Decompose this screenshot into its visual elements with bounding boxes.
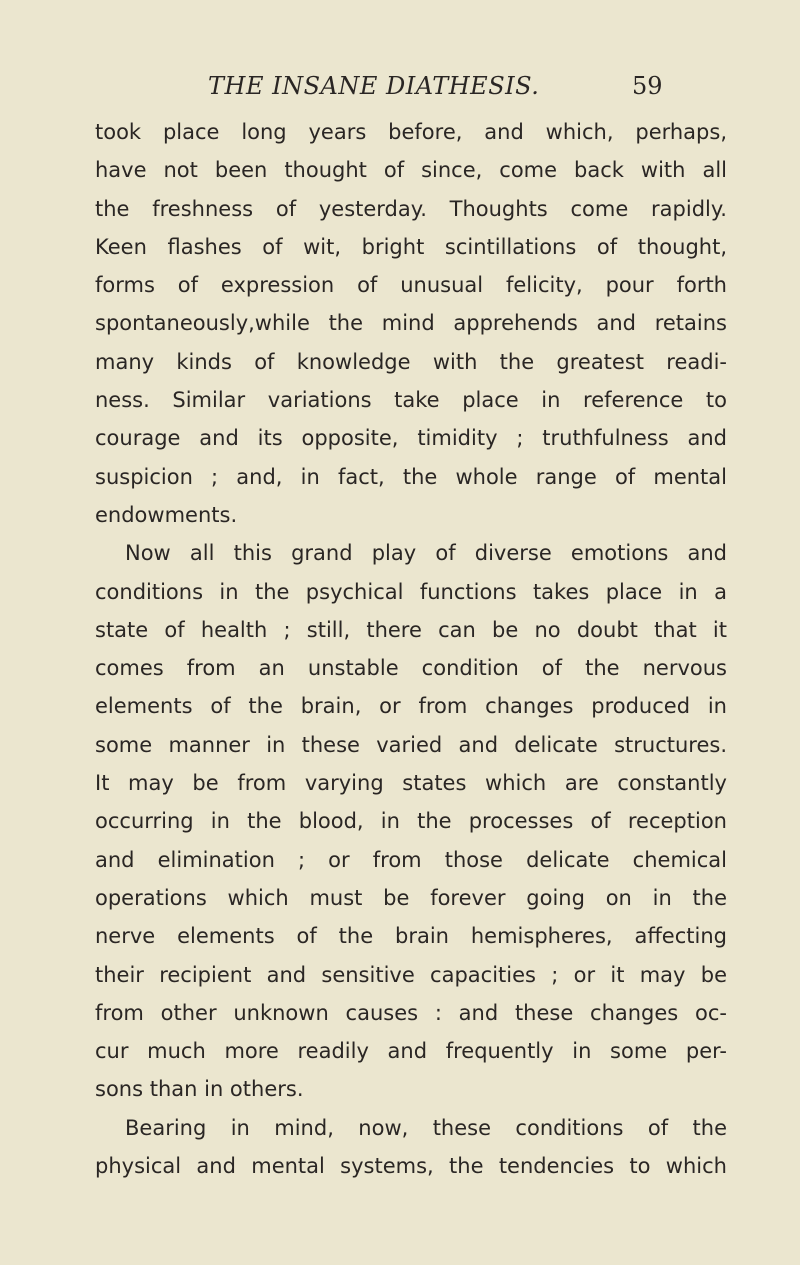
text-line: have not been thought of since, come back with all — [95, 158, 727, 183]
text-line: comes from an unstable condition of the nervous — [95, 656, 727, 681]
text-line: sons than in others. — [95, 1077, 304, 1102]
text-line: their recipient and sensitive capacities ; or it may be — [95, 962, 727, 987]
text-line: occurring in the blood, in the processes of reception — [95, 809, 727, 834]
text-line: physical and mental systems, the tendencies to which — [95, 1154, 727, 1179]
body-text — [95, 113, 727, 1185]
text-line: operations which must be forever going on in the — [95, 885, 727, 910]
text-line: It may be from varying states which are constantly — [95, 771, 727, 796]
text-line: Bearing in mind, now, these conditions of the — [125, 1115, 727, 1140]
page-number: 59 — [632, 72, 663, 100]
text-line: spontaneously,while the mind apprehends and retains — [95, 311, 727, 336]
running-title: THE INSANE DIATHESIS. — [208, 72, 540, 100]
text-line: Now all this grand play of diverse emotions and — [125, 541, 727, 566]
text-line: state of health ; still, there can be no doubt that it — [95, 617, 727, 642]
text-line: courage and its opposite, timidity ; truthfulness and — [95, 426, 727, 451]
text-line: cur much more readily and frequently in some per- — [95, 1039, 727, 1064]
text-line: many kinds of knowledge with the greatest readi- — [95, 349, 727, 374]
page-header — [0, 70, 800, 104]
text-line: the freshness of yesterday. Thoughts come rapidly. — [95, 196, 727, 221]
text-line: forms of expression of unusual felicity, pour forth — [95, 273, 727, 298]
text-line: and elimination ; or from those delicate chemical — [95, 847, 727, 872]
text-line: conditions in the psychical functions takes place in a — [95, 579, 727, 604]
text-line: endowments. — [95, 502, 238, 527]
text-line: took place long years before, and which, perhaps, — [95, 120, 727, 144]
text-line: ness. Similar variations take place in reference to — [95, 388, 727, 413]
text-line: nerve elements of the brain hemispheres, affecting — [95, 924, 727, 949]
text-line: elements of the brain, or from changes produced in — [95, 694, 727, 719]
text-line: from other unknown causes : and these changes oc- — [95, 1000, 727, 1025]
text-line: Keen flashes of wit, bright scintillations of thought, — [95, 234, 727, 259]
text-line: some manner in these varied and delicate structures. — [95, 732, 727, 757]
text-line: suspicion ; and, in fact, the whole range of mental — [95, 464, 727, 489]
